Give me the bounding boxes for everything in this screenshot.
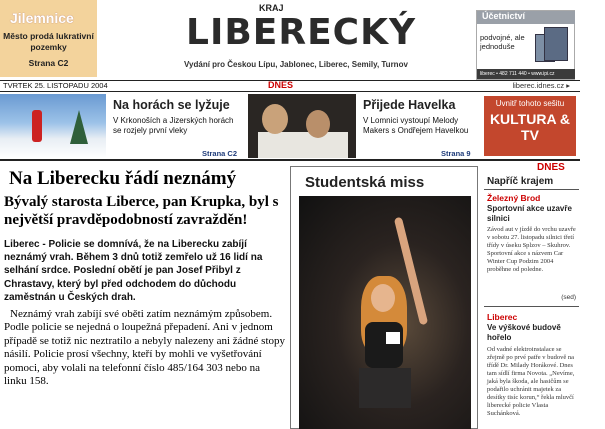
masthead-kraj: KRAJ bbox=[259, 3, 284, 13]
teaser-section: Strana 9 bbox=[441, 149, 471, 158]
article-paragraph: Neznámý vrah zabíjí své oběti zatím neznámým způsobem. Podle policie se nejedná o loupežná přepadení. Ani v jednom případě se totiž nic neztratilo a nebyly nalezeny ani žádné stopy násilí. Policie prosí všechny, kteří by mohli ve vyšetřování pomoci, aby volali na telefonní číslo 485/164 303 nebo na linku 158. bbox=[4, 308, 285, 388]
ad-right-text: podvojné, ale jednoduše bbox=[480, 33, 525, 51]
ad-right-title: Účetnictví bbox=[477, 11, 575, 24]
news-headline[interactable]: Sportovní akce uzavře silnici bbox=[487, 204, 572, 223]
ski-photo bbox=[0, 94, 106, 158]
news-text: Od vadné elektroinstalace se zřejmě po prvé patře v budově na třídě Dr. Milady Horákové. Dnes tam sídlí firma Novota. „Nevíme, jaká byla škoda, ale hasičům se podařilo uchránit majetek za desítky tisíc korun,“ řekla mluvčí liberecké policie Vlasta Suchánková. bbox=[487, 346, 575, 417]
web-link[interactable]: liberec.idnes.cz ▸ bbox=[512, 81, 570, 90]
inside-label: Uvnitř tohoto sešitu bbox=[495, 99, 565, 108]
ad-right-footer: liberec • 482 711 440 • www.ipi.cz bbox=[477, 69, 575, 79]
skier-shape bbox=[32, 110, 42, 142]
photo-story-title: Studentská miss bbox=[305, 174, 425, 191]
tree-shape bbox=[70, 110, 88, 144]
column-heading: Napříč krajem bbox=[487, 176, 554, 187]
divider bbox=[484, 189, 579, 190]
ad-section: Strana C2 bbox=[28, 58, 69, 68]
article-paragraph: Liberec - Policie se domnívá, že na Liberecku zabíjí neznámý vrah. Během 3 dnů totiž zemřelo už 16 lidí na selhání srdce. Poslední obětí je pan Josef Přibyl z Chrastavy, který byl před odchodem do důchodu zaměstnán u Českých drah. bbox=[4, 239, 263, 303]
teaser-text: V Lomnici vystoupí Melody Makers s Ondřejem Havelkou bbox=[363, 116, 469, 135]
ad-title: Jilemnice bbox=[10, 10, 74, 26]
masthead-title: LIBERECKÝ bbox=[186, 12, 417, 53]
article-body-bold bbox=[4, 238, 285, 304]
news-text: Závod aut v jízdě do vrchu uzavře v sobotu 27. listopadu silnici třetí třídy v úseku Splzov – Skuhrov. Sportovní akce s názvem Car Winter Cup Podzim 2004 proběhne od poledne. bbox=[487, 226, 576, 273]
dnes-mark: DNES bbox=[268, 80, 294, 90]
news-place: Liberec bbox=[487, 312, 518, 322]
news-signature: (sed) bbox=[561, 294, 576, 301]
photo-story[interactable] bbox=[290, 166, 478, 429]
teaser-section: Strana C2 bbox=[202, 149, 238, 158]
news-headline[interactable]: Ve výškové budově hořelo bbox=[487, 323, 561, 342]
concert-photo bbox=[248, 94, 356, 158]
ad-jilemnice[interactable] bbox=[0, 0, 97, 77]
inside-title: KULTURA & TV bbox=[489, 111, 571, 143]
article-subhead: Bývalý starosta Liberce, pan Krupka, byl s největší pravděpodobností zavražděn! bbox=[4, 194, 279, 228]
right-column bbox=[484, 161, 580, 429]
article-headline: Na Liberecku řádí neznámý bbox=[9, 168, 237, 189]
ad-text: Město prodá lukrativní pozemky bbox=[3, 31, 94, 52]
person-shape bbox=[262, 104, 288, 134]
issue-date: TVRTEK 25. LISTOPADU 2004 bbox=[3, 81, 108, 90]
teaser-headline: Na horách se lyžuje bbox=[113, 98, 230, 112]
book-icon bbox=[544, 27, 568, 61]
dnes-mark: DNES bbox=[537, 162, 565, 173]
dancer-photo bbox=[299, 196, 471, 429]
person-shape bbox=[306, 110, 330, 138]
ad-ucetnictvi[interactable] bbox=[476, 10, 575, 80]
masthead-subtitle: Vydání pro Českou Lípu, Jablonec, Liberec, Semily, Turnov bbox=[184, 60, 408, 69]
article-body bbox=[4, 308, 285, 388]
teaser-headline: Přijede Havelka bbox=[363, 98, 456, 112]
inside-box[interactable] bbox=[484, 96, 576, 156]
divider bbox=[484, 306, 579, 307]
news-place: Železný Brod bbox=[487, 193, 541, 203]
teaser-text: V Krkonoších a Jizerských horách se rozjely první vleky bbox=[113, 116, 234, 135]
